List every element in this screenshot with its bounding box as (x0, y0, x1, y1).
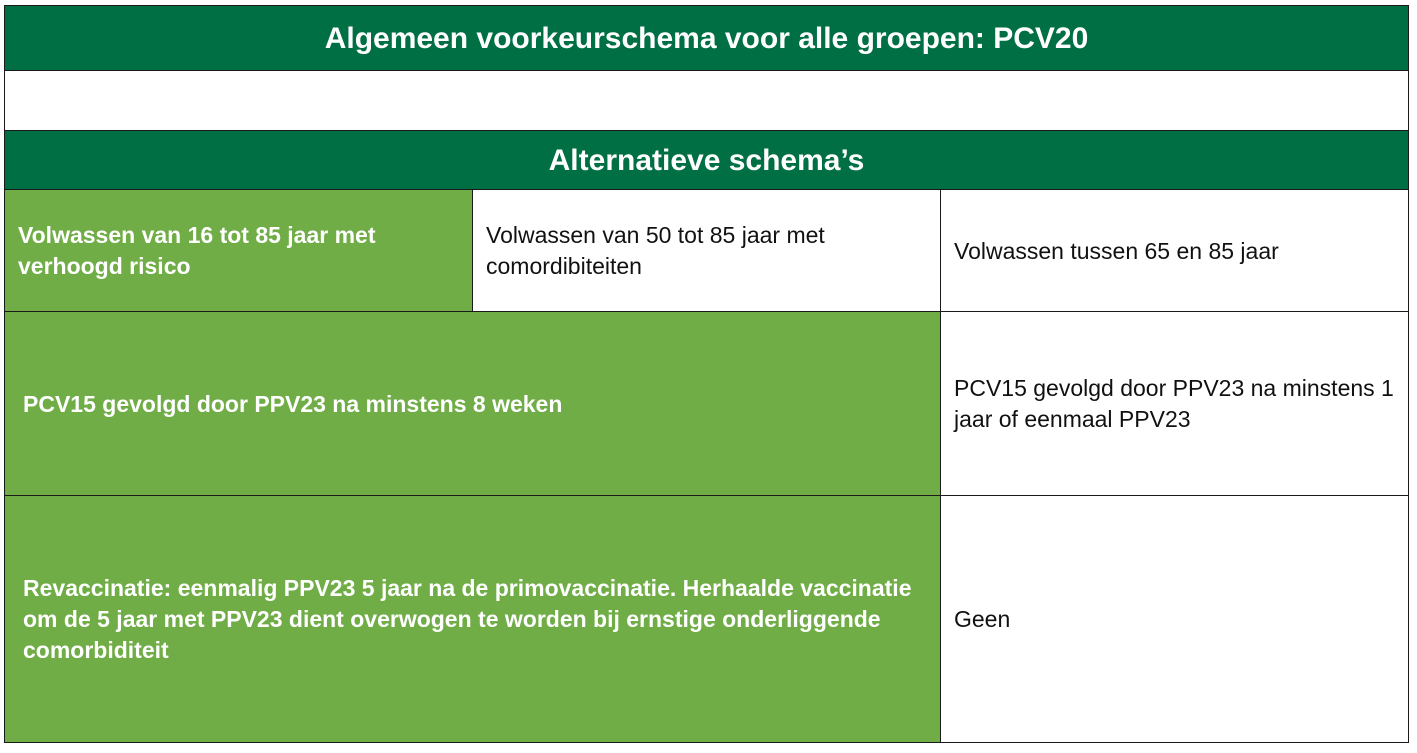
group-header-age-text: Volwassen tussen 65 en 85 jaar (954, 237, 1279, 264)
empty-row (4, 70, 1409, 132)
group-header-age (940, 189, 1409, 313)
group-header-comorbidities (472, 189, 942, 313)
revaccination-cell (4, 495, 942, 743)
vaccination-schedule-table (4, 5, 1409, 743)
schedule-text: PCV15 gevolgd door PPV23 na minstens 8 weken (23, 390, 563, 417)
table-subtitle (4, 130, 1409, 191)
table-title (4, 5, 1409, 72)
group-header-risk-text: Volwassen van 16 tot 85 jaar met verhoogd risico (18, 222, 376, 279)
schedule-cell-pcv15-1-year (940, 311, 1409, 497)
revaccination-none-text: Geen (954, 605, 1011, 632)
group-header-risk (4, 189, 474, 313)
table-subtitle-text: Alternatieve schema’s (548, 143, 865, 177)
table-title-text: Algemeen voorkeurschema voor alle groepen: PCV20 (324, 21, 1089, 55)
schedule-text: PCV15 gevolgd door PPV23 na minstens 1 jaar of eenmaal PPV23 (954, 375, 1394, 432)
schedule-cell-pcv15-8-weeks (4, 311, 942, 497)
group-header-comorbidities-text: Volwassen van 50 tot 85 jaar met comordibiteiten (486, 222, 825, 279)
revaccination-text: Revaccinatie: eenmalig PPV23 5 jaar na de primovaccinatie. Herhaalde vaccinatie om de 5 jaar met PPV23 dient overwogen te worden bij ernstige onderliggende comorbiditeit (23, 574, 912, 663)
revaccination-none-cell (940, 495, 1409, 743)
